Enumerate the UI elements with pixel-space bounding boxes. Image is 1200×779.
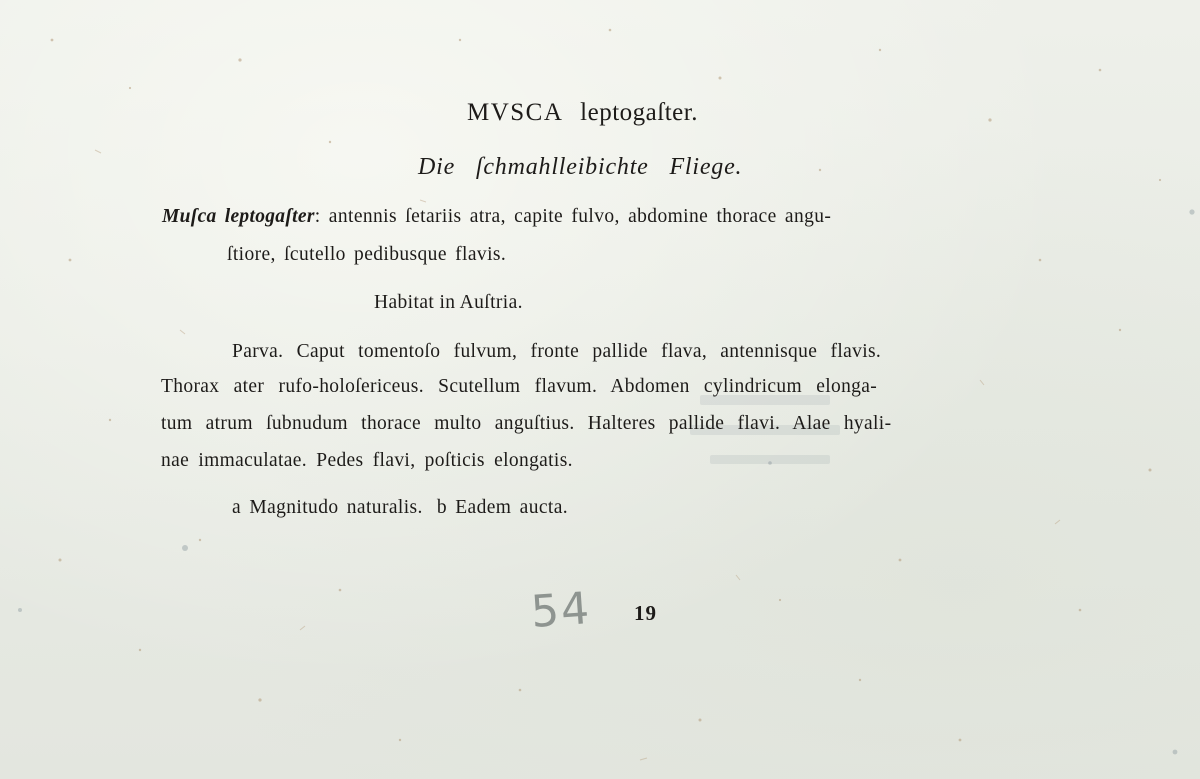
diagnosis-line-1 bbox=[162, 206, 831, 228]
title-species: leptogaſter. bbox=[580, 99, 698, 126]
caption-b: b Eadem aucta. bbox=[436, 497, 569, 518]
description-line: tum atrum ſubnudum thorace multo anguſtius. Halteres pallide flavi. Alae hyali- bbox=[161, 413, 892, 434]
figure-caption bbox=[232, 497, 568, 519]
description-line: nae immaculatae. Pedes flavi, poſticis elongatis. bbox=[161, 450, 573, 471]
title-genus: MVSCA bbox=[467, 99, 564, 126]
caption-a: a Magnitudo naturalis. bbox=[232, 497, 423, 518]
subtitle-word: ſchmahlleibichte bbox=[475, 154, 649, 180]
page-number: 19 bbox=[634, 601, 657, 625]
species-name: Muſca leptogaſter bbox=[162, 206, 315, 227]
handwritten-number: 54 bbox=[529, 582, 593, 639]
description-line: Thorax ater rufo-holoſericeus. Scutellum flavum. Abdomen cylindricum elonga- bbox=[161, 376, 878, 397]
diagnosis-line-2: ſtiore, ſcutello pedibusque flavis. bbox=[227, 244, 507, 265]
page-subtitle bbox=[418, 154, 756, 181]
habitat-line: Habitat in Auſtria. bbox=[374, 292, 523, 313]
description-line: Parva. Caput tomentoſo fulvum, fronte pallide flava, antennisque flavis. bbox=[232, 341, 882, 362]
page-title bbox=[467, 99, 698, 127]
subtitle-word: Die bbox=[418, 154, 456, 180]
subtitle-word: Fliege. bbox=[669, 154, 743, 180]
diagnosis-text: : antennis ſetariis atra, capite fulvo, abdomine thorace angu- bbox=[314, 206, 832, 227]
